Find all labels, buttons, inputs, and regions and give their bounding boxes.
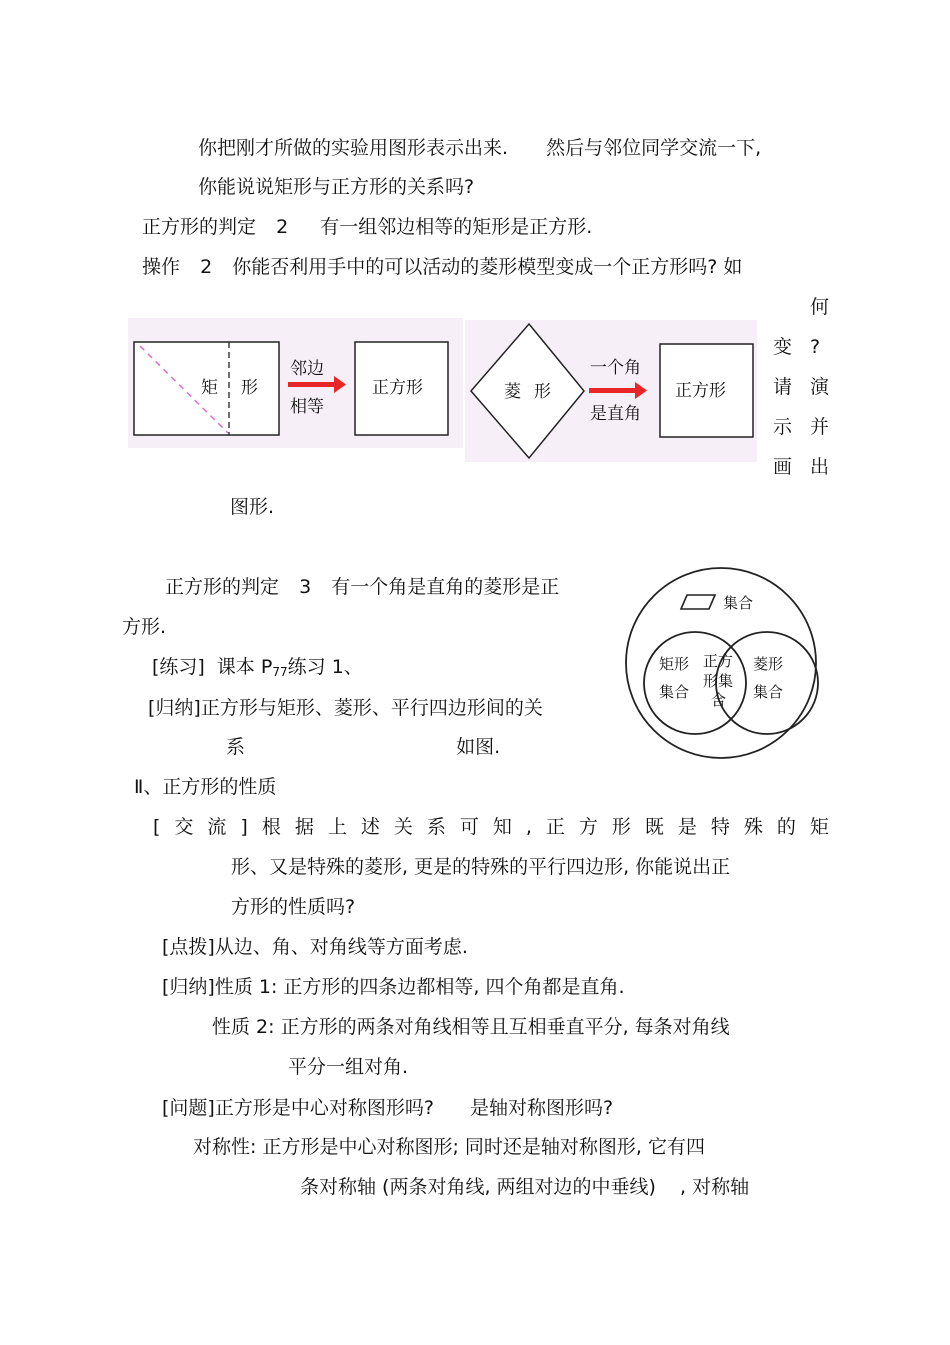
exchange-char: 流: [207, 816, 227, 838]
operation-2-line: [142, 255, 742, 279]
venn-center-label-1: 正方: [703, 652, 734, 670]
section-2-title: Ⅱ、正方形的性质: [134, 776, 277, 798]
operation-2-num: 2: [200, 256, 213, 278]
exchange-char: 正: [545, 816, 565, 838]
summary-1-cont-a: 系: [226, 736, 246, 758]
exchange-char: 既: [644, 816, 664, 838]
side-char: 示: [773, 416, 793, 438]
exchange-char: 上: [327, 816, 347, 838]
symmetry-line-2b: , 对称轴: [680, 1176, 750, 1198]
summary-1-tag: [归纳]: [148, 697, 201, 719]
intro-line-1a: 你把刚才所做的实验用图形表示出来.: [198, 137, 509, 159]
venn-left-label-1: 矩形: [659, 655, 690, 673]
operation-2-title: 操作: [142, 256, 181, 278]
question-text-b: 是轴对称图形吗?: [469, 1097, 614, 1119]
intro-line-1b: 然后与邻位同学交流一下,: [546, 137, 762, 159]
summary-2-tag: [归纳]: [162, 976, 215, 998]
side-char: 出: [810, 456, 830, 478]
exchange-line-2: 形、又是特殊的菱形, 更是的特殊的平行四边形, 你能说出正: [231, 856, 731, 878]
summary-1-line: [148, 696, 543, 720]
symmetry-line-2: [300, 1175, 749, 1199]
exchange-char: [: [153, 816, 161, 838]
exchange-char: 是: [677, 816, 697, 838]
side-char: 请: [773, 376, 793, 398]
venn-outer-label: 集合: [723, 594, 754, 612]
exchange-char: ]: [240, 816, 248, 838]
judge-3-line: [165, 575, 559, 599]
question-line: [162, 1096, 613, 1120]
exchange-char: 方: [578, 816, 598, 838]
square-1-label: 正方形: [372, 378, 423, 398]
practice-text-b: 练习 1、: [287, 656, 363, 678]
arrow-1-top-label: 邻边: [290, 359, 324, 379]
hint-line: [162, 935, 468, 959]
hint-text: 从边、角、对角线等方面考虑.: [214, 936, 468, 958]
exchange-char: 据: [294, 816, 314, 838]
rectangle-label-left: 矩: [201, 378, 218, 398]
question-tag: [问题]: [162, 1097, 215, 1119]
exchange-char: 的: [776, 816, 796, 838]
practice-text-a: 课本 P: [216, 656, 273, 678]
arrow-1-bottom-label: 相等: [290, 397, 324, 417]
side-char: 何: [810, 296, 830, 318]
venn-left-label-2: 集合: [659, 683, 690, 701]
exchange-char: 关: [393, 816, 413, 838]
intro-line-2: 你能说说矩形与正方形的关系吗?: [198, 176, 475, 198]
summary-1-cont-b: 如图.: [456, 736, 501, 758]
exchange-char: 矩: [809, 816, 829, 838]
side-char: 并: [810, 416, 830, 438]
operation-2-text: 你能否利用手中的可以活动的菱形模型变成一个正方形吗? 如: [232, 256, 743, 278]
venn-right-label-1: 菱形: [753, 655, 784, 673]
judge-2-title: 正方形的判定: [142, 216, 257, 238]
property-1: 性质 1: 正方形的四条边都相等, 四个角都是直角.: [214, 976, 625, 998]
arrow-2-bottom-label: 是直角: [590, 404, 641, 424]
symmetry-line-2a: 条对称轴 (两条对角线, 两组对边的中垂线): [300, 1176, 656, 1198]
exchange-char: ,: [525, 816, 532, 838]
judge-2-text: 有一组邻边相等的矩形是正方形.: [320, 216, 593, 238]
exchange-char: 根: [261, 816, 281, 838]
question-text-a: 正方形是中心对称图形吗?: [214, 1097, 434, 1119]
judge-3-text: 有一个角是直角的菱形是正: [331, 576, 560, 598]
intro-line-1: [198, 136, 761, 160]
exchange-line-3: 方形的性质吗?: [231, 896, 356, 918]
property-2: 性质 2: 正方形的两条对角线相等且互相垂直平分, 每条对角线: [212, 1016, 730, 1038]
exchange-char: 形: [611, 816, 631, 838]
square-2-label: 正方形: [675, 381, 726, 401]
side-char: ?: [810, 336, 821, 358]
exchange-char: 可: [459, 816, 479, 838]
parallelogram-icon: [681, 595, 715, 609]
venn-right-label-2: 集合: [753, 683, 784, 701]
arrow-2-shaft: [589, 388, 637, 393]
exchange-char: 系: [426, 816, 446, 838]
side-char: 变: [773, 336, 793, 358]
set-venn-diagram: [623, 565, 823, 765]
exchange-char: 殊: [743, 816, 763, 838]
arrow-1-shaft: [288, 382, 336, 387]
practice-page-sub: 77: [272, 665, 288, 679]
hint-tag: [点拨]: [162, 936, 215, 958]
practice-tag: [练习]: [152, 656, 205, 678]
exchange-char: 交: [174, 816, 194, 838]
symmetry-line-1: 对称性: 正方形是中心对称图形; 同时还是轴对称图形, 它有四: [193, 1136, 705, 1158]
arrow-2-top-label: 一个角: [590, 358, 641, 378]
side-char: 画: [773, 456, 793, 478]
judge-3-num: 3: [299, 576, 312, 598]
venn-center-label-3: 合: [711, 691, 727, 709]
side-char: 演: [810, 376, 830, 398]
rhombus-label-left: 菱: [504, 382, 521, 402]
exchange-line-1: [153, 815, 829, 839]
summary-2-line: [162, 975, 625, 999]
judge-2-line: [142, 215, 592, 239]
operation-2-end: 图形.: [230, 496, 275, 518]
exchange-char: 特: [710, 816, 730, 838]
exchange-char: 述: [360, 816, 380, 838]
practice-line: [152, 655, 363, 684]
rectangle-label-right: 形: [241, 378, 258, 398]
rhombus-label-right: 形: [534, 382, 551, 402]
judge-3-cont: 方形.: [122, 616, 167, 638]
venn-center-label-2: 形集: [703, 672, 734, 690]
judge-2-num: 2: [276, 216, 289, 238]
transformation-figure: [128, 316, 768, 466]
judge-3-title: 正方形的判定: [165, 576, 280, 598]
property-2-cont: 平分一组对角.: [288, 1056, 409, 1078]
summary-1-cont: [226, 735, 500, 759]
summary-1-text: 正方形与矩形、菱形、平行四边形间的关: [200, 697, 543, 719]
exchange-char: 知: [492, 816, 512, 838]
